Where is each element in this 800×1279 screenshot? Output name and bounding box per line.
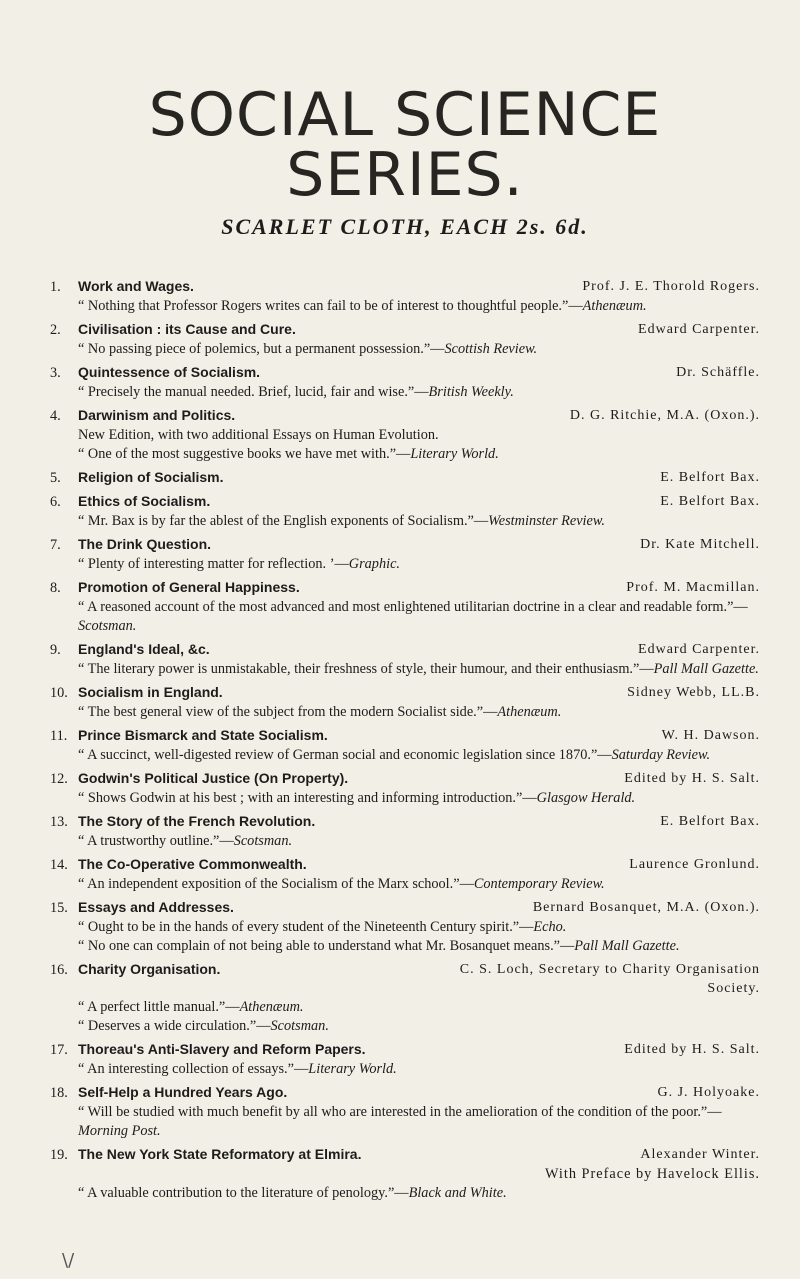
list-item (50, 812, 760, 851)
review-quote (50, 703, 760, 722)
review-quote (50, 555, 760, 574)
quote-source: Literary World. (308, 1061, 397, 1078)
quote-text: “ Shows Godwin at his best ; with an interesting and informing introduction.”— (78, 790, 537, 807)
list-item (50, 363, 760, 402)
entry-author: Edward Carpenter. (638, 322, 760, 338)
quote-source: Scotsman. (233, 833, 293, 850)
entry-author: Dr. Schäffle. (676, 365, 760, 381)
review-quote (50, 789, 760, 808)
entry-heading (50, 277, 760, 297)
entry-author: Dr. Kate Mitchell. (640, 537, 760, 553)
list-item (50, 1040, 760, 1079)
entry-heading (50, 726, 760, 746)
entry-list (50, 277, 760, 1203)
review-quote (50, 937, 760, 956)
entry-heading (50, 769, 760, 789)
quote-text: “ A succinct, well-digested review of German social and economic legislation since 1870.”— (78, 747, 612, 764)
quote-source: Echo. (533, 919, 567, 936)
list-item (50, 535, 760, 574)
entry-title: The Co-Operative Commonwealth. (78, 856, 307, 873)
list-item (50, 640, 760, 679)
series-title: SOCIAL SCIENCE SERIES. (148, 80, 662, 210)
entry-number: 6. (50, 494, 61, 511)
entry-author: Edited by H. S. Salt. (624, 1042, 760, 1058)
entry-title: Godwin's Political Justice (On Property). (78, 770, 349, 787)
entry-title: Religion of Socialism. (78, 469, 224, 486)
quote-text: “ An independent exposition of the Socialism of the Marx school.”— (78, 876, 474, 893)
entry-title: The New York State Reformatory at Elmira. (78, 1146, 362, 1163)
entry-title: Civilisation : its Cause and Cure. (78, 321, 296, 338)
quote-text: “ A perfect little manual.”— (78, 999, 240, 1016)
list-item (50, 406, 760, 464)
entry-heading (50, 855, 760, 875)
entry-author: Edward Carpenter. (638, 642, 760, 658)
quote-source: Black and White. (408, 1185, 507, 1202)
review-quote (50, 918, 760, 937)
entry-author: Laurence Gronlund. (629, 857, 760, 873)
entry-title: Thoreau's Anti-Slavery and Reform Papers. (78, 1041, 366, 1058)
quote-source: Athenæum. (239, 999, 304, 1016)
review-quote (50, 1017, 760, 1036)
list-item (50, 1083, 760, 1141)
quote-text: “ A valuable contribution to the literature of penology.”— (78, 1185, 409, 1202)
review-quote (50, 512, 760, 531)
list-item (50, 277, 760, 316)
review-quote (50, 660, 760, 679)
quote-text: “ Nothing that Professor Rogers writes can fail to be of interest to thoughtful people.”— (78, 298, 583, 315)
entry-heading (50, 898, 760, 918)
entry-title: Socialism in England. (78, 684, 223, 701)
quote-source: Literary World. (410, 446, 499, 463)
pencil-mark-icon: \/ (62, 1250, 75, 1271)
review-quote (50, 445, 760, 464)
quote-text: “ Plenty of interesting matter for reflection. ’— (78, 556, 349, 573)
review-quote (50, 832, 760, 851)
list-item (50, 898, 760, 956)
entry-title: The Story of the French Revolution. (78, 813, 316, 830)
entry-heading (50, 492, 760, 512)
quote-source: Morning Post. (78, 1123, 161, 1140)
entry-title: The Drink Question. (78, 536, 212, 553)
entry-number: 9. (50, 642, 61, 659)
quote-source: Westminster Review. (488, 513, 605, 530)
entry-author: Sidney Webb, LL.B. (627, 685, 760, 701)
entry-title: Work and Wages. (78, 278, 194, 295)
list-item (50, 468, 760, 488)
entry-preface: With Preface by Havelock Ellis. (544, 1166, 760, 1183)
entry-number: 17. (50, 1042, 68, 1059)
quote-source: Pall Mall Gazette. (574, 938, 680, 955)
entry-author: E. Belfort Bax. (660, 494, 760, 510)
entry-heading (50, 1083, 760, 1103)
entry-title: Prince Bismarck and State Socialism. (78, 727, 328, 744)
entry-number: 11. (50, 728, 68, 745)
entry-title: Promotion of General Happiness. (78, 579, 300, 596)
quote-text: “ The literary power is unmistakable, their freshness of style, their humour, and their enthusiasm.”— (78, 661, 654, 678)
quote-source: Contemporary Review. (473, 876, 605, 893)
entry-note: New Edition, with two additional Essays on Human Evolution. (78, 427, 439, 444)
list-item (50, 320, 760, 359)
quote-text: “ Precisely the manual needed. Brief, lucid, fair and wise.”— (78, 384, 429, 401)
entry-author: Alexander Winter. (640, 1147, 760, 1163)
review-quote (50, 1184, 760, 1203)
quote-text: “ One of the most suggestive books we have met with.”— (78, 446, 411, 463)
entry-heading (50, 683, 760, 703)
entry-number: 19. (50, 1147, 68, 1164)
entry-heading (50, 320, 760, 340)
entry-author: Prof. J. E. Thorold Rogers. (582, 279, 760, 295)
entry-heading (50, 812, 760, 832)
entry-author: W. H. Dawson. (661, 728, 760, 744)
quote-text: “ Ought to be in the hands of every student of the Nineteenth Century spirit.”— (78, 919, 534, 936)
entry-number: 15. (50, 900, 68, 917)
quote-text: “ Will be studied with much benefit by all who are interested in the amelioration of the condition of the poor.”— (78, 1104, 722, 1121)
entry-number: 18. (50, 1085, 68, 1102)
review-quote (50, 383, 760, 402)
entry-heading (50, 363, 760, 383)
review-quote (50, 875, 760, 894)
quote-source: Scotsman. (78, 618, 137, 635)
list-item (50, 960, 760, 1036)
entry-title: Ethics of Socialism. (78, 493, 211, 510)
quote-source: Athenæum. (497, 704, 562, 721)
entry-number: 14. (50, 857, 68, 874)
entry-number: 5. (50, 470, 61, 487)
quote-source: Scotsman. (270, 1018, 329, 1035)
entry-heading (50, 406, 760, 426)
quote-source: British Weekly. (428, 384, 514, 401)
entry-author: G. J. Holyoake. (657, 1085, 760, 1101)
entry-heading (50, 535, 760, 555)
quote-text: “ No one can complain of not being able to understand what Mr. Bosanquet means.”— (78, 938, 575, 955)
entry-heading (50, 960, 760, 998)
entry-author: E. Belfort Bax. (660, 470, 760, 486)
entry-author: D. G. Ritchie, M.A. (Oxon.). (569, 408, 760, 424)
entry-author: E. Belfort Bax. (660, 814, 760, 830)
quote-source: Graphic. (348, 556, 400, 573)
entry-number: 12. (50, 771, 68, 788)
list-item (50, 769, 760, 808)
entry-number: 3. (50, 365, 61, 382)
review-quote (50, 598, 760, 636)
list-item (50, 1145, 760, 1203)
review-quote (50, 297, 760, 316)
entry-number: 2. (50, 322, 61, 339)
entry-author (460, 960, 760, 998)
entry-author: Prof. M. Macmillan. (626, 580, 760, 596)
entry-title: Self-Help a Hundred Years Ago. (78, 1084, 288, 1101)
list-item (50, 578, 760, 636)
quote-source: Athenæum. (582, 298, 647, 315)
review-quote (50, 998, 760, 1017)
review-quote (50, 340, 760, 359)
entry-number: 8. (50, 580, 61, 597)
entry-heading (50, 640, 760, 660)
list-item (50, 683, 760, 722)
entry-number: 13. (50, 814, 68, 831)
quote-text: “ An interesting collection of essays.”— (78, 1061, 309, 1078)
entry-number: 4. (50, 408, 61, 425)
entry-title: Darwinism and Politics. (78, 407, 236, 424)
entry-heading (50, 468, 760, 488)
entry-author-line: Society. (707, 981, 760, 997)
entry-number: 1. (50, 279, 61, 296)
list-item (50, 855, 760, 894)
quote-source: Saturday Review. (611, 747, 711, 764)
entry-heading (50, 578, 760, 598)
review-quote (50, 1103, 760, 1141)
quote-text: “ Mr. Bax is by far the ablest of the English exponents of Socialism.”— (78, 513, 489, 530)
entry-heading (50, 1040, 760, 1060)
entry-title: Quintessence of Socialism. (78, 364, 261, 381)
quote-text: “ A reasoned account of the most advanced and most enlightened utilitarian doctrine in a clear and readable form.”— (78, 599, 748, 616)
entry-author-line: C. S. Loch, Secretary to Charity Organisation (459, 962, 760, 978)
list-item (50, 492, 760, 531)
list-item (50, 726, 760, 765)
entry-number: 10. (50, 685, 68, 702)
review-quote (50, 1060, 760, 1079)
quote-source: Glasgow Herald. (536, 790, 636, 807)
entry-author: Edited by H. S. Salt. (624, 771, 760, 787)
quote-text: “ No passing piece of polemics, but a permanent possession.”— (78, 341, 445, 358)
quote-text: “ Deserves a wide circulation.”— (78, 1018, 271, 1035)
quote-source: Pall Mall Gazette. (653, 661, 759, 678)
entry-author: Bernard Bosanquet, M.A. (Oxon.). (532, 900, 760, 916)
entry-title: Essays and Addresses. (78, 899, 234, 916)
entry-title: Charity Organisation. (78, 961, 221, 978)
quote-text: “ A trustworthy outline.”— (78, 833, 234, 850)
entry-heading (50, 1145, 760, 1165)
entry-number: 7. (50, 537, 61, 554)
quote-text: “ The best general view of the subject from the modern Socialist side.”— (78, 704, 498, 721)
quote-source: Scottish Review. (444, 341, 538, 358)
entry-title: England's Ideal, &c. (78, 641, 210, 658)
series-subtitle: SCARLET CLOTH, EACH 2s. 6d. (221, 214, 589, 239)
review-quote (50, 746, 760, 765)
entry-number: 16. (50, 962, 68, 979)
